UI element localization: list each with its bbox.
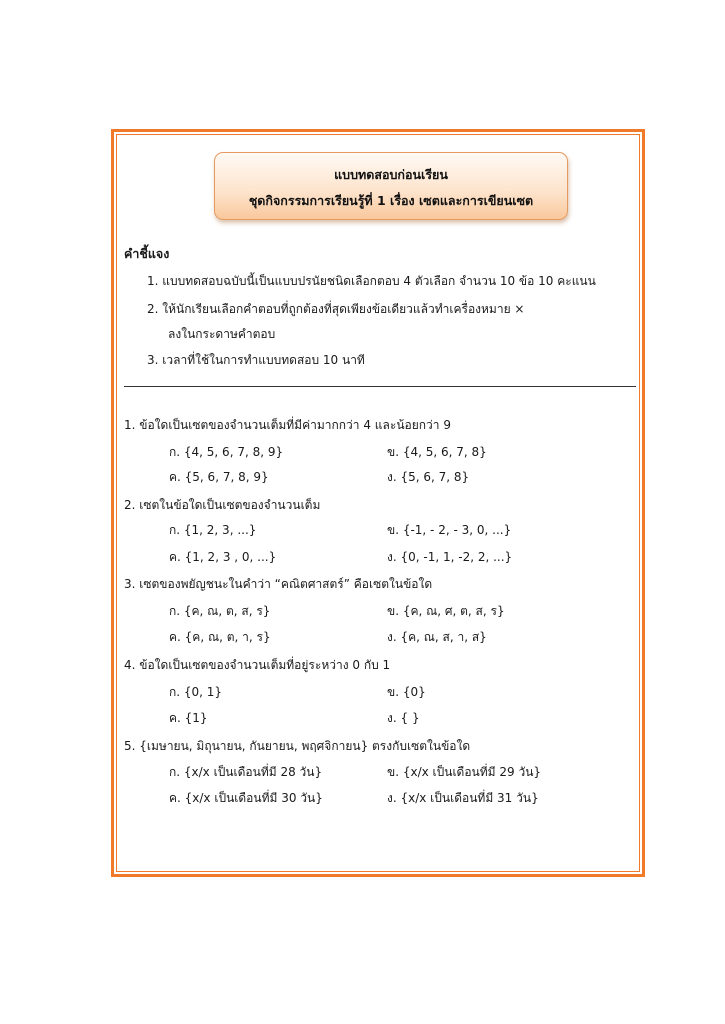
instruction-item-2: 2. ให้นักเรียนเลือกคำตอบที่ถูกต้องที่สุดเพียงข้อเดียวแล้วทำเครื่องหมาย ×	[147, 302, 525, 316]
question-4-option-d[interactable]: ง. { }	[387, 711, 420, 725]
question-4-option-a[interactable]: ก. {0, 1}	[169, 685, 223, 699]
question-5-option-c[interactable]: ค. {x/x เป็นเดือนที่มี 30 วัน}	[169, 791, 323, 805]
instruction-item-1: 1. แบบทดสอบฉบับนี้เป็นแบบปรนัยชนิดเลือกตอบ 4 ตัวเลือก จำนวน 10 ข้อ 10 คะแนน	[147, 274, 596, 288]
section-divider	[124, 386, 636, 387]
title-line-1: แบบทดสอบก่อนเรียน	[334, 167, 448, 182]
question-1-option-b[interactable]: ข. {4, 5, 6, 7, 8}	[387, 445, 487, 459]
title-line-2: ชุดกิจกรรมการเรียนรู้ที่ 1 เรื่อง เซตและการเขียนเซต	[248, 193, 534, 208]
question-4-option-b[interactable]: ข. {0}	[387, 685, 426, 699]
instruction-item-2-continued: ลงในกระดาษคำตอบ	[168, 327, 276, 341]
question-2-option-d[interactable]: ง. {0, -1, 1, -2, 2, ...}	[387, 550, 513, 564]
question-5-option-a[interactable]: ก. {x/x เป็นเดือนที่มี 28 วัน}	[169, 765, 323, 779]
question-5-text: 5. {เมษายน, มิถุนายน, กันยายน, พฤศจิกายน} ตรงกับเซตในข้อใด	[124, 739, 471, 753]
instruction-item-3: 3. เวลาที่ใช้ในการทำแบบทดสอบ 10 นาที	[147, 353, 365, 367]
question-1-option-a[interactable]: ก. {4, 5, 6, 7, 8, 9}	[169, 445, 284, 459]
question-2-option-a[interactable]: ก. {1, 2, 3, ...}	[169, 523, 257, 537]
title-box	[214, 152, 568, 220]
question-5-option-d[interactable]: ง. {x/x เป็นเดือนที่มี 31 วัน}	[387, 791, 539, 805]
question-4-option-c[interactable]: ค. {1}	[169, 711, 208, 725]
question-5-option-b[interactable]: ข. {x/x เป็นเดือนที่มี 29 วัน}	[387, 765, 542, 779]
question-3-option-d[interactable]: ง. {ค, ณ, ส, า, ส}	[387, 630, 487, 644]
question-2-text: 2. เซตในข้อใดเป็นเซตของจำนวนเต็ม	[124, 498, 321, 512]
question-3-option-a[interactable]: ก. {ค, ณ, ต, ส, ร}	[169, 604, 271, 618]
question-4-text: 4. ข้อใดเป็นเซตของจำนวนเต็มที่อยู่ระหว่าง 0 กับ 1	[124, 658, 391, 672]
question-1-text: 1. ข้อใดเป็นเซตของจำนวนเต็มที่มีค่ามากกว่า 4 และน้อยกว่า 9	[124, 418, 451, 432]
question-3-text: 3. เซตของพยัญชนะในคำว่า “คณิตศาสตร์” คือเซตในข้อใด	[124, 577, 433, 591]
question-3-option-b[interactable]: ข. {ค, ณ, ศ, ต, ส, ร}	[387, 604, 505, 618]
question-1-option-c[interactable]: ค. {5, 6, 7, 8, 9}	[169, 470, 269, 484]
question-2-option-c[interactable]: ค. {1, 2, 3 , 0, ...}	[169, 550, 277, 564]
instructions-heading: คำชี้แจง	[124, 246, 170, 261]
question-2-option-b[interactable]: ข. {-1, - 2, - 3, 0, ...}	[387, 523, 512, 537]
question-1-option-d[interactable]: ง. {5, 6, 7, 8}	[387, 470, 470, 484]
question-3-option-c[interactable]: ค. {ค, ณ, ต, า, ร}	[169, 630, 271, 644]
